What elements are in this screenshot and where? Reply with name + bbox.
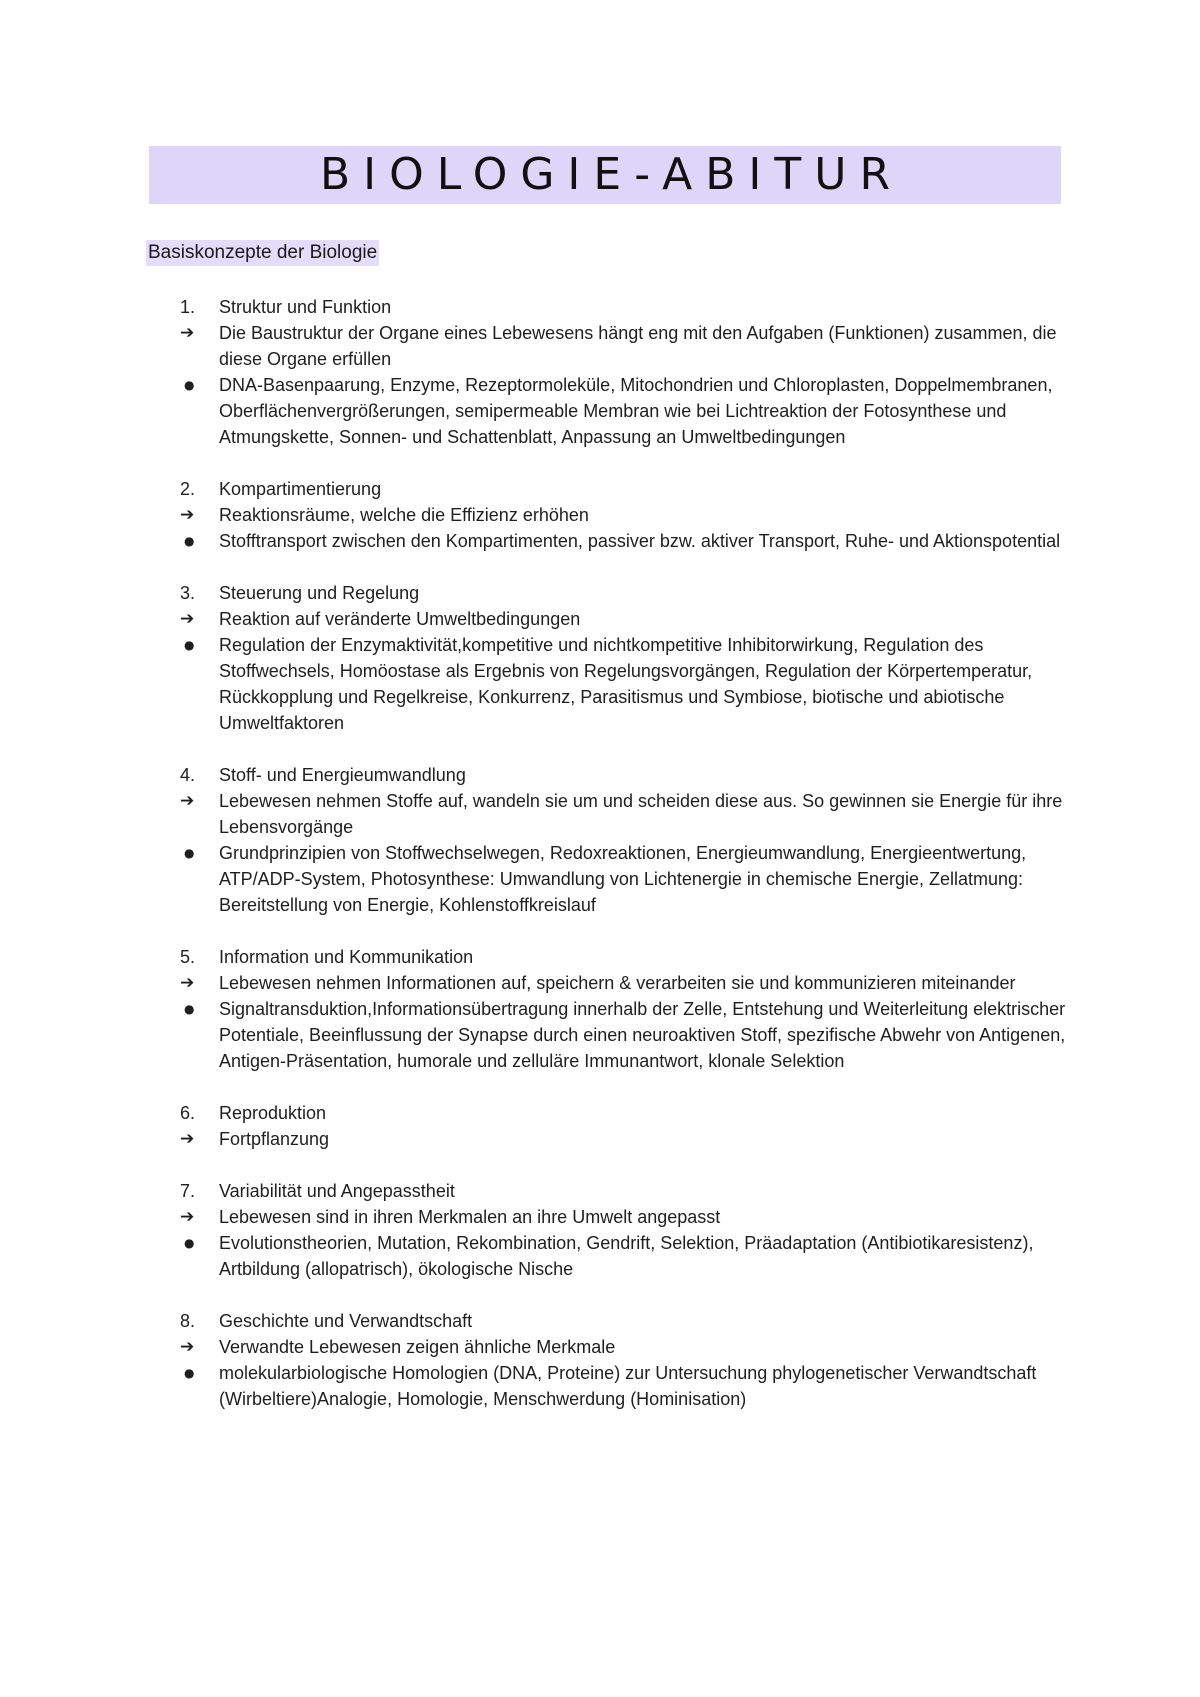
heading-row (180, 1308, 1080, 1334)
arrow-right-icon: ➔ (180, 609, 195, 629)
bullet-icon: ● (184, 378, 195, 392)
concept-summary: Lebewesen nehmen Stoffe auf, wandeln sie um und scheiden diese aus. So gewinnen sie Energie für ihre Lebensvorgänge (219, 791, 1063, 837)
bullet-row (180, 372, 1080, 450)
concept-section (180, 580, 1080, 736)
bullet-icon: ● (184, 1002, 195, 1016)
heading-row (180, 294, 1080, 320)
arrow-row (180, 1204, 1080, 1230)
arrow-right-icon: ➔ (180, 1207, 195, 1227)
list-number: 3. (180, 583, 196, 603)
concept-section (180, 1308, 1080, 1412)
list-number: 2. (180, 479, 196, 499)
arrow-row (180, 1126, 1080, 1152)
arrow-right-icon: ➔ (180, 323, 195, 343)
arrow-row (180, 320, 1080, 372)
arrow-row (180, 1334, 1080, 1360)
bullet-row (180, 840, 1080, 918)
section-subheading: Basiskonzepte der Biologie (146, 240, 379, 266)
bullet-row (180, 1230, 1080, 1282)
concept-summary: Die Baustruktur der Organe eines Lebewesens hängt eng mit den Aufgaben (Funktionen) zusammen, die diese Organe erfüllen (219, 323, 1057, 369)
arrow-row (180, 788, 1080, 840)
concept-heading: Information und Kommunikation (219, 947, 474, 967)
arrow-right-icon: ➔ (180, 973, 195, 993)
concept-details: Grundprinzipien von Stoffwechselwegen, Redoxreaktionen, Energieumwandlung, Energieentwertung, ATP/ADP-System, Photosynthese: Umwandlung von Lichtenergie in chemische Energie, Zellatmung: Bereitstellung von Energie, Kohlenstoffkreislauf (219, 843, 1027, 915)
bullet-row (180, 528, 1080, 554)
concept-details: molekularbiologische Homologien (DNA, Proteine) zur Untersuchung phylogenetischer Verwandtschaft (Wirbeltiere)Analogie, Homologie, Menschwerdung (Hominisation) (219, 1363, 1037, 1409)
bullet-icon: ● (184, 1366, 195, 1380)
concept-details: Signaltransduktion,Informationsübertragung innerhalb der Zelle, Entstehung und Weiterleitung elektrischer Potentiale, Beeinflussung der Synapse durch einen neuroaktiven Stoff, spezifische Abwehr von Antigenen, Antigen-Präsentation, humorale und zelluläre Immunantwort, klonale Selektion (219, 999, 1066, 1071)
concept-list (180, 294, 1080, 1438)
arrow-row (180, 502, 1080, 528)
concept-summary: Reaktionsräume, welche die Effizienz erhöhen (219, 505, 589, 525)
concept-details: Regulation der Enzymaktivität,kompetitive und nichtkompetitive Inhibitorwirkung, Regulation des Stoffwechsels, Homöostase als Ergebnis von Regelungsvorgängen, Regulation der Körpertemperatur, Rückkopplung und Regelkreise, Konkurrenz, Parasitismus und Symbiose, biotische und abiotische Umweltfaktoren (219, 635, 1033, 733)
arrow-row (180, 606, 1080, 632)
concept-details: DNA-Basenpaarung, Enzyme, Rezeptormoleküle, Mitochondrien und Chloroplasten, Doppelmembranen, Oberflächenvergrößerungen, semipermeable Membran wie bei Lichtreaktion der Fotosynthese und Atmungskette, Sonnen- und Schattenblatt, Anpassung an Umweltbedingungen (219, 375, 1053, 447)
arrow-right-icon: ➔ (180, 1129, 195, 1149)
list-number: 7. (180, 1181, 196, 1201)
concept-details: Stofftransport zwischen den Kompartimenten, passiver bzw. aktiver Transport, Ruhe- und Aktionspotential (219, 531, 1061, 551)
arrow-right-icon: ➔ (180, 505, 195, 525)
bullet-icon: ● (184, 638, 195, 652)
page-title: BIOLOGIE-ABITUR (319, 149, 904, 200)
concept-summary: Reaktion auf veränderte Umweltbedingungen (219, 609, 581, 629)
concept-section (180, 294, 1080, 450)
concept-details: Evolutionstheorien, Mutation, Rekombination, Gendrift, Selektion, Präadaptation (Antibiotikaresistenz), Artbildung (allopatrisch), ökologische Nische (219, 1233, 1034, 1279)
concept-section (180, 1100, 1080, 1152)
concept-section (180, 762, 1080, 918)
concept-heading: Struktur und Funktion (219, 297, 392, 317)
arrow-right-icon: ➔ (180, 791, 195, 811)
heading-row (180, 1178, 1080, 1204)
concept-section (180, 1178, 1080, 1282)
bullet-icon: ● (184, 846, 195, 860)
concept-heading: Reproduktion (219, 1103, 327, 1123)
bullet-icon: ● (184, 1236, 195, 1250)
arrow-right-icon: ➔ (180, 1337, 195, 1357)
concept-section (180, 944, 1080, 1074)
heading-row (180, 580, 1080, 606)
concept-heading: Steuerung und Regelung (219, 583, 420, 603)
concept-section (180, 476, 1080, 554)
bullet-row (180, 1360, 1080, 1412)
heading-row (180, 944, 1080, 970)
heading-row (180, 762, 1080, 788)
arrow-row (180, 970, 1080, 996)
bullet-row (180, 996, 1080, 1074)
concept-summary: Lebewesen nehmen Informationen auf, speichern & verarbeiten sie und kommunizieren miteinander (219, 973, 1016, 993)
list-number: 8. (180, 1311, 196, 1331)
bullet-icon: ● (184, 534, 195, 548)
concept-heading: Kompartimentierung (219, 479, 382, 499)
heading-row (180, 476, 1080, 502)
concept-summary: Lebewesen sind in ihren Merkmalen an ihre Umwelt angepasst (219, 1207, 721, 1227)
list-number: 1. (180, 297, 196, 317)
concept-heading: Geschichte und Verwandtschaft (219, 1311, 473, 1331)
list-number: 5. (180, 947, 196, 967)
concept-summary: Fortpflanzung (219, 1129, 330, 1149)
list-number: 4. (180, 765, 196, 785)
title-banner (149, 146, 1061, 204)
concept-heading: Stoff- und Energieumwandlung (219, 765, 466, 785)
bullet-row (180, 632, 1080, 736)
list-number: 6. (180, 1103, 196, 1123)
heading-row (180, 1100, 1080, 1126)
concept-summary: Verwandte Lebewesen zeigen ähnliche Merkmale (219, 1337, 616, 1357)
concept-heading: Variabilität und Angepasstheit (219, 1181, 455, 1201)
